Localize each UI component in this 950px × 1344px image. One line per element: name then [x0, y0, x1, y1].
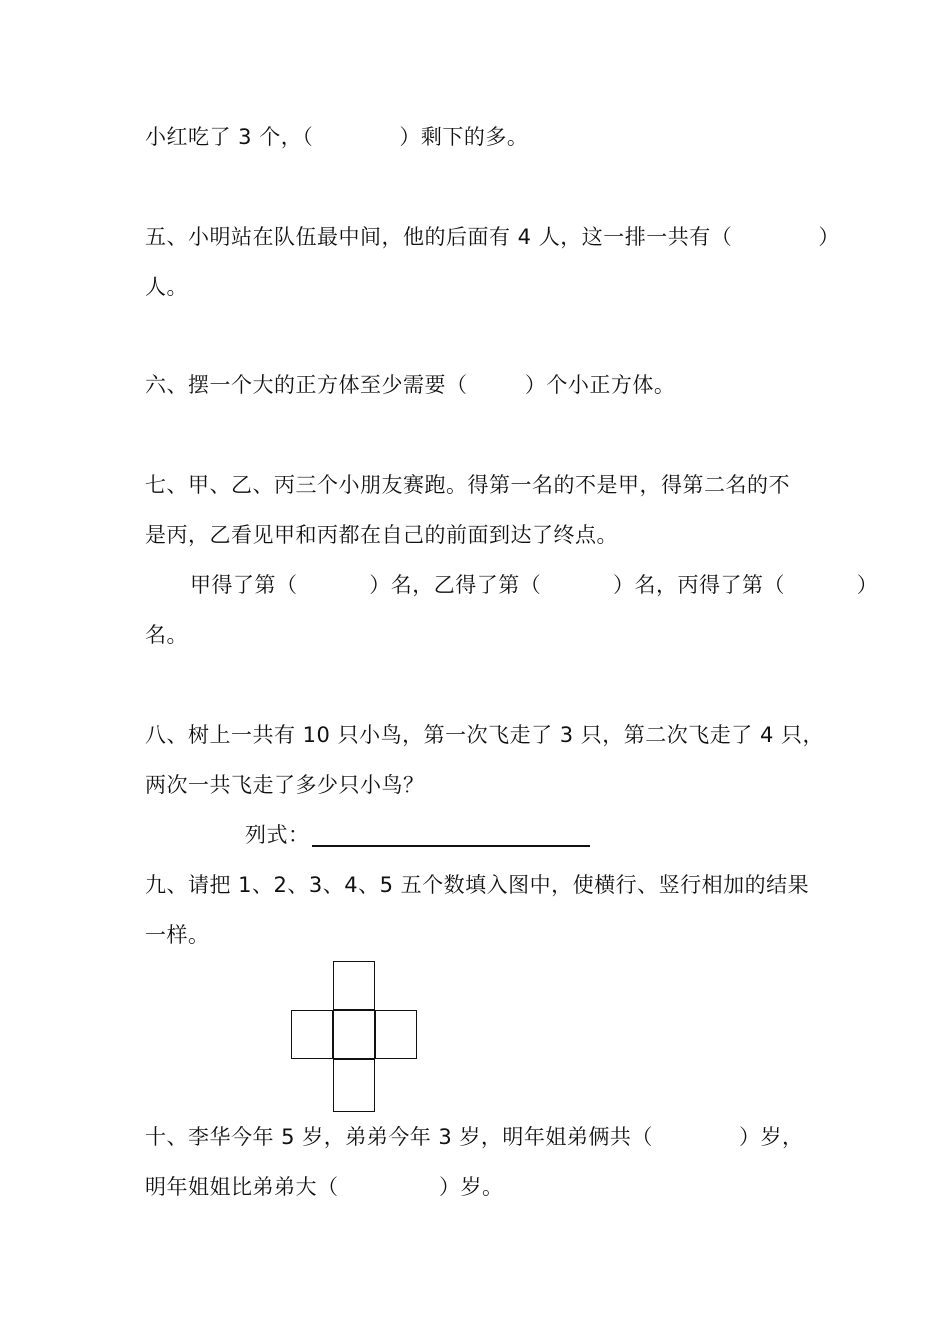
q6-line-1: 六、摆一个大的正方体至少需要（ ）个小正方体。 — [145, 373, 676, 397]
grid-cell-top[interactable] — [333, 961, 375, 1010]
q8-line-1: 八、树上一共有 10 只小鸟，第一次飞走了 3 只，第二次飞走了 4 只， — [145, 723, 824, 747]
grid-cell-right[interactable] — [375, 1010, 417, 1059]
q10-line-1: 十、李华今年 5 岁，弟弟今年 3 岁，明年姐弟俩共（ ）岁， — [145, 1125, 804, 1149]
q4-line-1: 小红吃了 3 个，（ ）剩下的多。 — [145, 125, 529, 149]
q5-line-2: 人。 — [145, 275, 188, 299]
q8-formula-label: 列式： — [245, 823, 310, 847]
grid-cell-left[interactable] — [291, 1010, 333, 1059]
q8-line-2: 两次一共飞走了多少只小鸟？ — [145, 773, 425, 797]
q9-line-1: 九、请把 1、2、3、4、5 五个数填入图中，使横行、竖行相加的结果 — [145, 873, 810, 897]
q7-line-4: 名。 — [145, 623, 188, 647]
grid-cell-bottom[interactable] — [333, 1059, 375, 1112]
q7-line-3: 甲得了第（ ）名，乙得了第（ ）名，丙得了第（ ） — [190, 573, 879, 597]
q5-line-1: 五、小明站在队伍最中间，他的后面有 4 人，这一排一共有（ ） — [145, 225, 840, 249]
q10-line-2: 明年姐姐比弟弟大（ ）岁。 — [145, 1175, 504, 1199]
q8-answer-line[interactable] — [312, 845, 590, 847]
q9-line-2: 一样。 — [145, 923, 210, 947]
grid-cell-center[interactable] — [333, 1010, 375, 1059]
q7-line-2: 是丙，乙看见甲和丙都在自己的前面到达了终点。 — [145, 523, 618, 547]
q7-line-1: 七、甲、乙、丙三个小朋友赛跑。得第一名的不是甲，得第二名的不 — [145, 473, 790, 497]
